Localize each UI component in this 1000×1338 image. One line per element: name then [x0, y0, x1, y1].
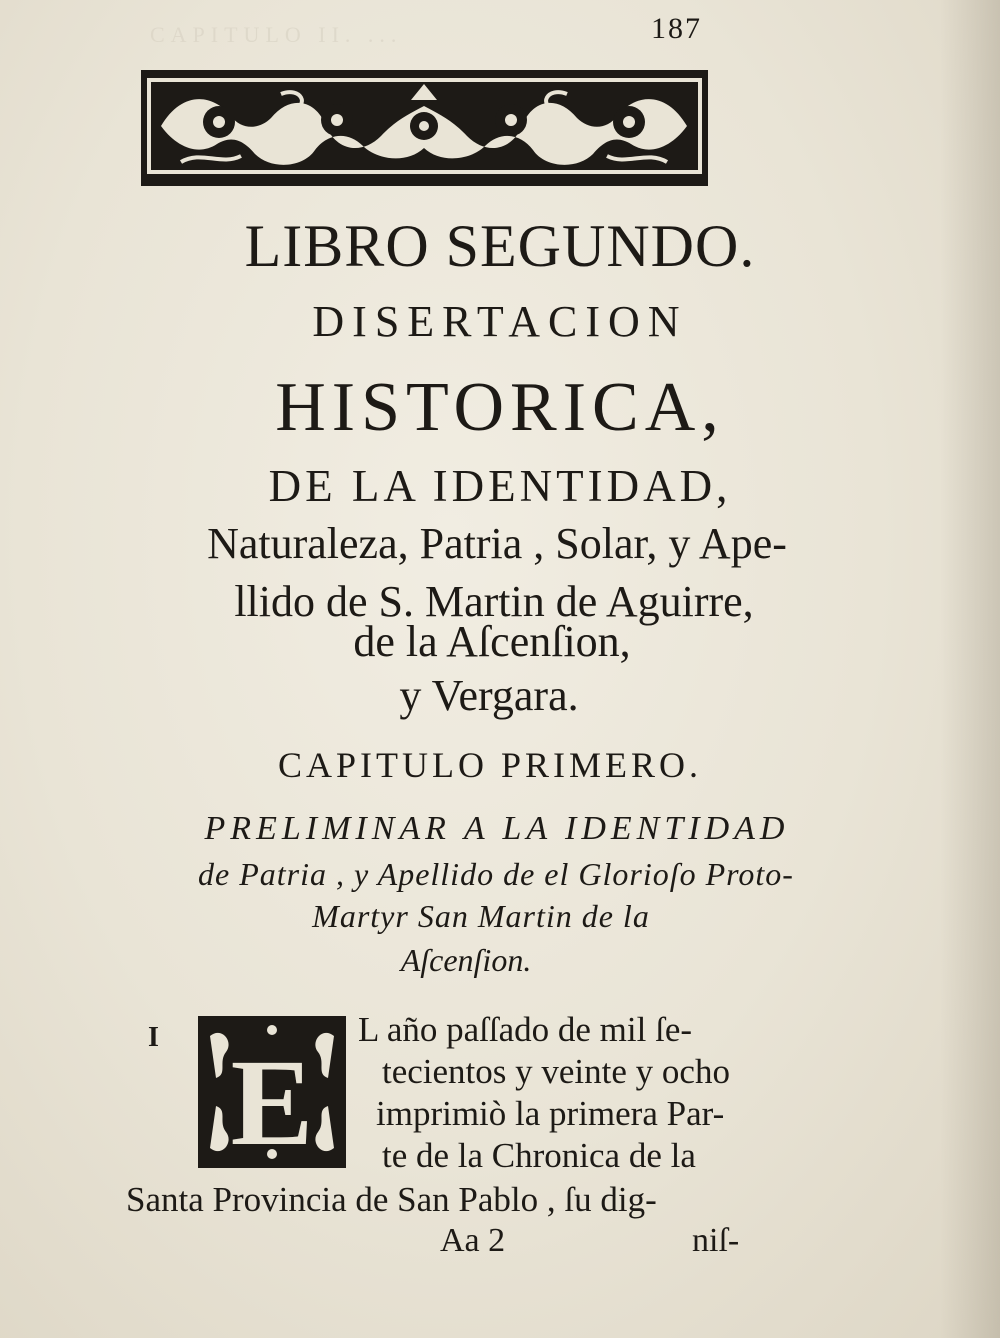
- ornamental-headpiece: [141, 70, 708, 186]
- title-line: llido de S. Martin de Aguirre,: [234, 577, 754, 626]
- chapter-subtitle-line: Martyr San Martin de la: [312, 898, 650, 934]
- title-line: de la Aſcenſion,: [353, 617, 631, 666]
- chapter-heading: CAPITULO PRIMERO.: [277, 745, 703, 785]
- page-number: 187: [651, 12, 702, 45]
- dissertation-heading-large: HISTORICA,: [275, 369, 725, 446]
- chapter-subtitle-line: de Patria , y Apellido de el Glorioſo Proto-: [198, 856, 794, 892]
- chapter-subtitle-line: PRELIMINAR A LA IDENTIDAD: [204, 810, 790, 847]
- paragraph-number: I: [148, 1022, 159, 1053]
- page-gutter-shadow: [940, 0, 1000, 1338]
- title-line: DE LA IDENTIDAD,: [268, 461, 732, 511]
- drop-cap-letter: E: [230, 1034, 314, 1168]
- chapter-subtitle-line: Aſcenſion.: [400, 942, 532, 978]
- body-text-line: L año paſſado de mil ſe-: [358, 1010, 693, 1049]
- body-text-line: Santa Provincia de San Pablo , ſu dig-: [126, 1180, 657, 1219]
- signature-mark: Aa 2: [440, 1222, 506, 1259]
- body-text-line: tecientos y veinte y ocho: [382, 1052, 730, 1091]
- title-line: y Vergara.: [399, 671, 579, 720]
- title-line: Naturaleza, Patria , Solar, y Ape-: [207, 519, 787, 568]
- book-title: LIBRO SEGUNDO.: [244, 213, 756, 279]
- decorated-initial: [198, 1016, 346, 1168]
- catchword: niſ-: [692, 1222, 740, 1259]
- dissertation-heading: DISERTACION: [312, 297, 688, 346]
- bleed-through-text: CAPITULO II. ...: [150, 22, 403, 47]
- body-text-line: imprimiò la primera Par-: [376, 1094, 725, 1133]
- body-text-line: te de la Chronica de la: [382, 1136, 696, 1175]
